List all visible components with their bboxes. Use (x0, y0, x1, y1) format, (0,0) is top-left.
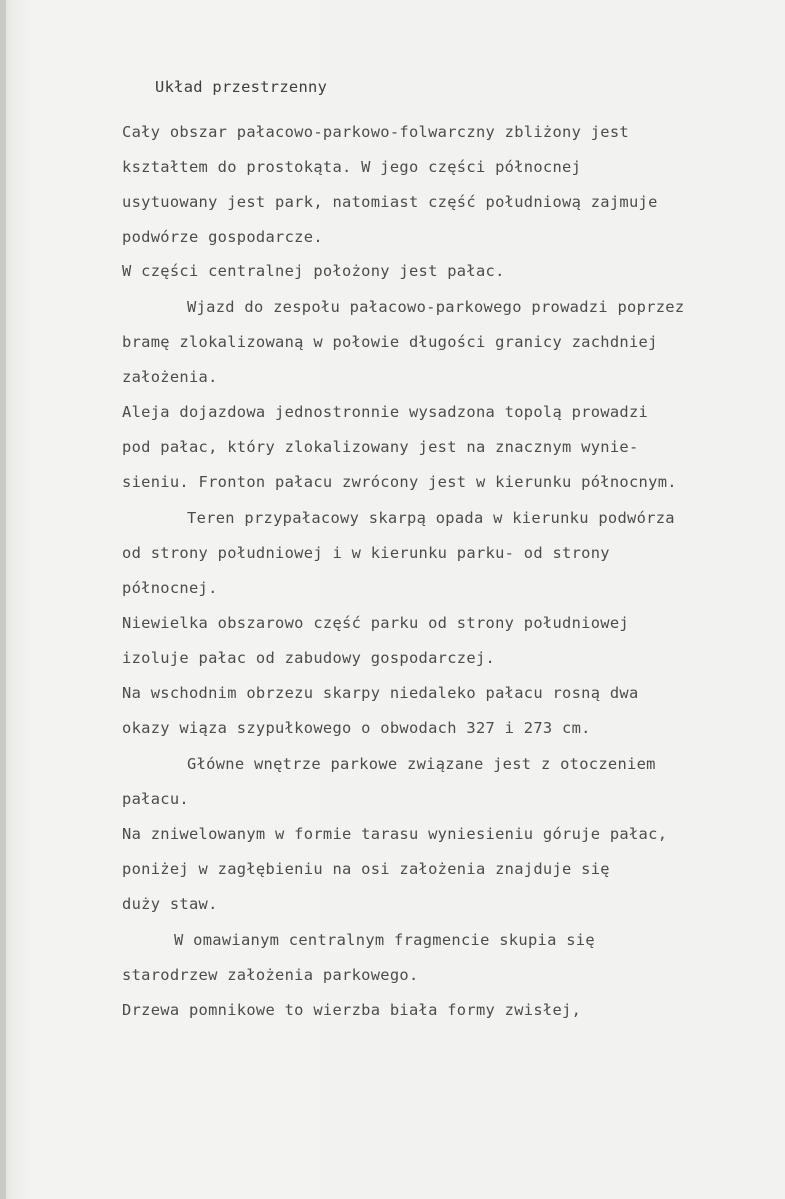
text-line: od strony południowej i w kierunku parku- od strony (122, 544, 610, 562)
text-line: bramę zlokalizowaną w połowie długości granicy zachdniej (122, 333, 658, 351)
text-line: poniżej w zagłębieniu na osi założenia znajduje się (122, 860, 610, 878)
text-line: Cały obszar pałacowo-parkowo-folwarczny zbliżony jest (122, 123, 629, 141)
text-line: W omawianym centralnym fragmencie skupia się (174, 931, 595, 949)
text-line: Niewielka obszarowo część parku od strony południowej (122, 614, 629, 632)
text-line: założenia. (122, 368, 218, 386)
text-line: Główne wnętrze parkowe związane jest z otoczeniem (187, 755, 656, 773)
text-line: Na zniwelowanym w formie tarasu wyniesieniu góruje pałac, (122, 825, 668, 843)
text-line: Drzewa pomnikowe to wierzba biała formy zwisłej, (122, 1001, 582, 1019)
text-line: Na wschodnim obrzezu skarpy niedaleko pałacu rosną dwa (122, 684, 639, 702)
text-line: starodrzew założenia parkowego. (122, 966, 419, 984)
text-line: Wjazd do zespołu pałacowo-parkowego prowadzi poprzez (187, 298, 685, 316)
text-line: Teren przypałacowy skarpą opada w kierunku podwórza (187, 509, 675, 527)
text-line: usytuowany jest park, natomiast część południową zajmuje (122, 193, 658, 211)
page-edge-shadow (0, 0, 6, 1199)
text-line: podwórze gospodarcze. (122, 228, 323, 246)
section-title: Układ przestrzenny (155, 78, 328, 96)
text-line: pod pałac, który zlokalizowany jest na znacznym wynie- (122, 438, 639, 456)
text-line: kształtem do prostokąta. W jego części północnej (122, 158, 582, 176)
text-line: Aleja dojazdowa jednostronnie wysadzona topolą prowadzi (122, 403, 649, 421)
text-line: izoluje pałac od zabudowy gospodarczej. (122, 649, 496, 667)
text-line: północnej. (122, 579, 218, 597)
text-line: W części centralnej położony jest pałac. (122, 262, 505, 280)
text-line: sieniu. Fronton pałacu zwrócony jest w kierunku północnym. (122, 473, 677, 491)
text-line: duży staw. (122, 895, 218, 913)
text-line: okazy wiąza szypułkowego o obwodach 327 i 273 cm. (122, 719, 591, 737)
text-line: pałacu. (122, 790, 189, 808)
